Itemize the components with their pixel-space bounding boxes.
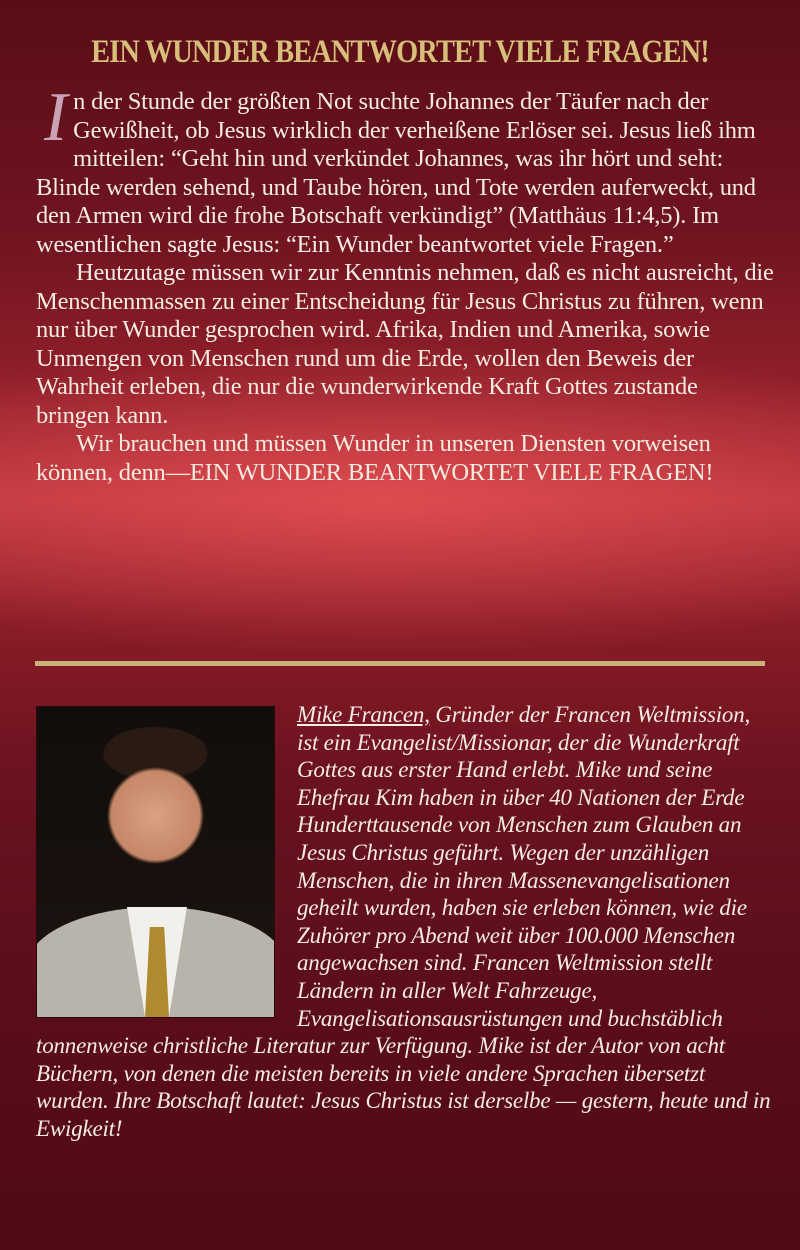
photo-spacer <box>36 701 297 1025</box>
drop-cap: I <box>44 79 68 156</box>
author-bio <box>36 701 776 1143</box>
intro-paragraph-1 <box>36 79 776 259</box>
page-title: EIN WUNDER BEANTWORTET VIELE FRAGEN! <box>91 34 709 70</box>
intro-paragraph-3: Wir brauchen und müssen Wunder in unseren Diensten vorweisen können, denn—EIN WUNDER BEANTWORTET VIELE FRAGEN! <box>36 430 714 486</box>
intro-text <box>36 79 776 487</box>
bio-text: Gründer der Francen Weltmission, ist ein Evangelist/Missionar, der die Wunderkraft Gottes aus erster Hand erlebt. Mike und seine Ehefrau Kim haben in über 40 Nationen der Erde Hunderttausende von Menschen zum Glauben an Jesus Christus geführt. Wegen der unzähligen Menschen, die in ihren Massenevangelisationen geheilt wurden, haben sie erleben können, wie die Zuhörer pro Abend weit über 100.000 Menschen angewachsen sind. Francen Weltmission stellt Ländern in aller Welt Fahrzeuge, Evangelisationsausrüstungen und buchstäblich tonnenweise christliche Literatur zur Verfügung. Mike ist der Autor von acht Büchern, von denen die meisten bereits in viele andere Sprachen übersetzt wurden. Ihre Botschaft lautet: Jesus Christus ist derselbe — gestern, heute und in Ewigkeit! <box>36 702 771 1141</box>
author-name: Mike Francen, <box>297 702 430 727</box>
intro-paragraph-2: Heutzutage müssen wir zur Kenntnis nehmen, daß es nicht ausreicht, die Menschenmassen zu einer Entscheidung für Jesus Christus zu führen, wenn nur über Wunder gesprochen wird. Afrika, Indien und Amerika, sowie Unmengen von Menschen rund um die Erde, wollen den Beweis der Wahrheit erleben, die nur die wunderwirkende Kraft Gottes zustande bringen kann. <box>36 259 774 429</box>
intro-paragraph-1-text: n der Stunde der größten Not suchte Johannes der Täufer nach der Gewißheit, ob Jesus wirklich der verheißene Erlöser sei. Jesus ließ ihm mitteilen: “Geht hin und verkündet Johannes, was ihr hört und seht: Blinde werden sehend, und Taube hören, und Tote werden auferweckt, und den Armen wird die frohe Botschaft verkündigt” (Matthäus 11:4,5). Im wesentlichen sagte Jesus: “Ein Wunder beantwortet viele Fragen.” <box>36 88 756 258</box>
divider-rule <box>35 661 765 666</box>
